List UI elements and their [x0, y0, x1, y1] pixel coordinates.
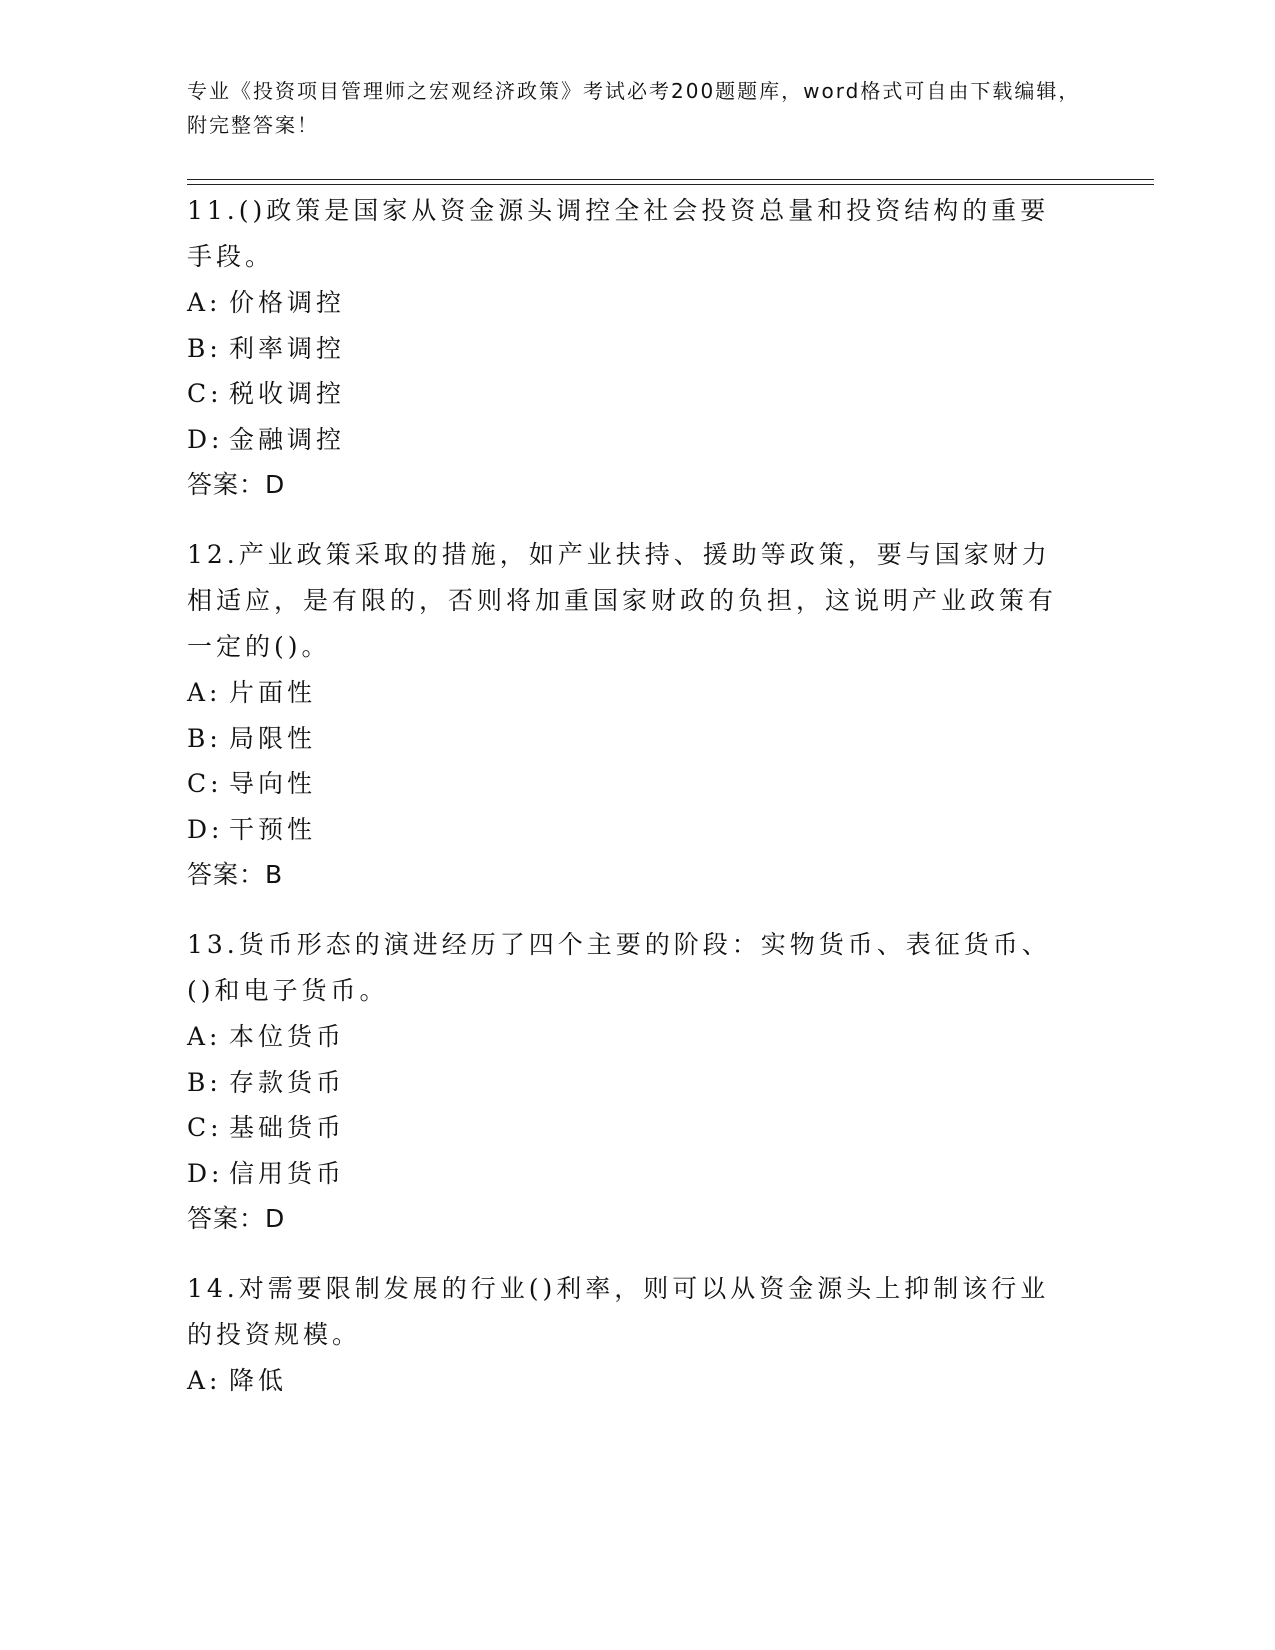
option-c	[187, 1105, 1077, 1151]
option-letter: D:	[187, 424, 224, 454]
option-a	[187, 1014, 1077, 1060]
option-a	[187, 670, 1077, 716]
option-b	[187, 716, 1077, 762]
document-header: 专业《投资项目管理师之宏观经济政策》考试必考200题题库，word格式可自由下载编辑，附完整答案！	[187, 79, 1081, 137]
option-text: 金融调控	[229, 424, 346, 454]
option-c	[187, 371, 1077, 417]
question-stem: 11.()政策是国家从资金源头调控全社会投资总量和投资结构的重要手段。	[187, 196, 1050, 271]
option-text: 干预性	[229, 814, 317, 844]
option-text: 存款货币	[229, 1067, 346, 1097]
question-stem: 13.货币形态的演进经历了四个主要的阶段：实物货币、表征货币、()和电子货币。	[187, 930, 1051, 1005]
option-text: 导向性	[229, 769, 317, 798]
option-text: 信用货币	[229, 1158, 346, 1188]
option-b	[187, 1060, 1077, 1106]
question-list	[187, 188, 1077, 1429]
question-11	[187, 188, 1077, 507]
option-letter: A:	[187, 288, 222, 317]
option-letter: B:	[187, 333, 222, 363]
option-letter: B:	[187, 1067, 222, 1097]
option-letter: A:	[187, 1022, 222, 1051]
option-d	[187, 417, 1077, 463]
option-letter: C:	[187, 379, 223, 408]
option-letter: D:	[187, 814, 224, 844]
option-letter: A:	[187, 678, 222, 707]
option-text: 价格调控	[229, 288, 346, 317]
option-letter: D:	[187, 1158, 224, 1188]
header-divider-bottom	[187, 184, 1154, 185]
option-text: 本位货币	[229, 1022, 346, 1051]
option-d	[187, 1151, 1077, 1197]
option-text: 降低	[229, 1366, 288, 1395]
option-text: 基础货币	[229, 1113, 346, 1142]
answer-line: 答案：B	[187, 860, 284, 889]
option-letter: A:	[187, 1366, 222, 1395]
answer-line: 答案：D	[187, 1204, 286, 1233]
option-letter: B:	[187, 723, 222, 753]
option-text: 片面性	[229, 678, 317, 707]
question-13	[187, 922, 1077, 1241]
option-b	[187, 326, 1077, 372]
option-text: 局限性	[229, 723, 317, 753]
option-a	[187, 280, 1077, 326]
option-d	[187, 807, 1077, 853]
option-c	[187, 761, 1077, 807]
question-stem: 14.对需要限制发展的行业()利率，则可以从资金源头上抑制该行业的投资规模。	[187, 1274, 1050, 1349]
option-text: 税收调控	[229, 379, 346, 408]
answer-line: 答案：D	[187, 470, 286, 499]
header-divider-top	[187, 179, 1154, 180]
question-stem: 12.产业政策采取的措施，如产业扶持、援助等政策，要与国家财力相适应，是有限的，否则将加重国家财政的负担，这说明产业政策有一定的()。	[187, 540, 1058, 661]
option-text: 利率调控	[229, 333, 346, 363]
option-a	[187, 1358, 1077, 1404]
question-12	[187, 532, 1077, 897]
question-14	[187, 1266, 1077, 1404]
option-letter: C:	[187, 769, 223, 798]
option-letter: C:	[187, 1113, 223, 1142]
